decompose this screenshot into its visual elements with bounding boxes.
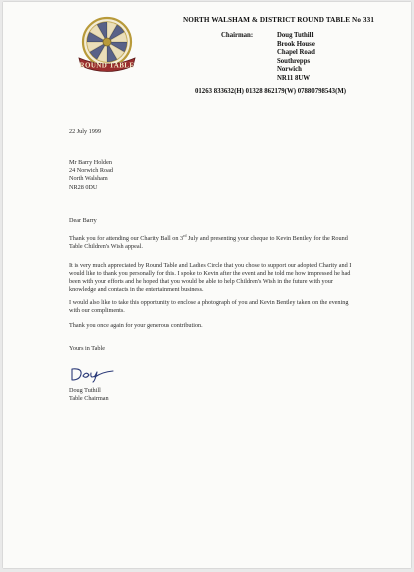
address-line: Brook House xyxy=(277,40,315,48)
address-line: Norwich xyxy=(277,66,302,74)
handwritten-signature xyxy=(69,365,115,383)
paragraph-2: It is very much appreciated by Round Table and Ladies Circle that you chose to support our adopted Charity and I would like to thank you personally for this. I spoke to Kevin after the event and he told me how impressed he had been with your efforts and he hoped that you would be able to help Children's Wish in the future with your knowledge and contacts in the entertainment business. xyxy=(69,262,352,293)
paragraph-1 xyxy=(69,232,354,251)
address-line: Southrepps xyxy=(277,57,311,65)
paragraph-3: I would also like to take this opportunity to enclose a photograph of you and Kevin Bentley taken on the evening with our compliments. xyxy=(69,299,349,314)
logo-banner-text: ROUND TABLE xyxy=(79,61,135,70)
address-line: NR11 8UW xyxy=(277,74,311,82)
recipient-address xyxy=(69,159,113,192)
signer-title: Table Chairman xyxy=(69,395,109,403)
address-line: Doug Tuthill xyxy=(277,32,314,39)
chairman-address xyxy=(277,32,315,84)
organisation-name: NORTH WALSHAM & DISTRICT ROUND TABLE No 331 xyxy=(183,16,375,24)
ordinal-suffix: rd xyxy=(183,232,187,238)
letter-page xyxy=(3,2,411,568)
paragraph-1-end: July and presenting your cheque to Kevin Bentley for the Round Table Children's Wish appeal. xyxy=(69,235,348,250)
paragraph-4: Thank you once again for your generous contribution. xyxy=(69,322,203,329)
recipient-line: 24 Norwich Road xyxy=(69,167,113,175)
paragraph-1-start: Thank you for attending our Charity Ball on 3 xyxy=(69,235,184,242)
phone-numbers: 01263 833632(H) 01328 862179(W) 07880798543(M) xyxy=(195,88,347,95)
letter-date: 22 July 1999 xyxy=(69,128,101,135)
recipient-line: NR28 0DU xyxy=(69,183,98,191)
recipient-line: North Walsham xyxy=(69,175,108,183)
signer-block xyxy=(69,387,109,403)
signer-name: Doug Tuthill xyxy=(69,387,101,394)
salutation: Dear Barry xyxy=(69,217,97,224)
closing: Yours in Table xyxy=(69,345,105,352)
round-table-logo xyxy=(75,14,139,78)
address-line: Chapel Road xyxy=(277,49,315,57)
round-table-wheel-icon xyxy=(75,14,139,78)
recipient-line: Mr Barry Holden xyxy=(69,159,112,166)
chairman-label: Chairman: xyxy=(221,32,254,39)
